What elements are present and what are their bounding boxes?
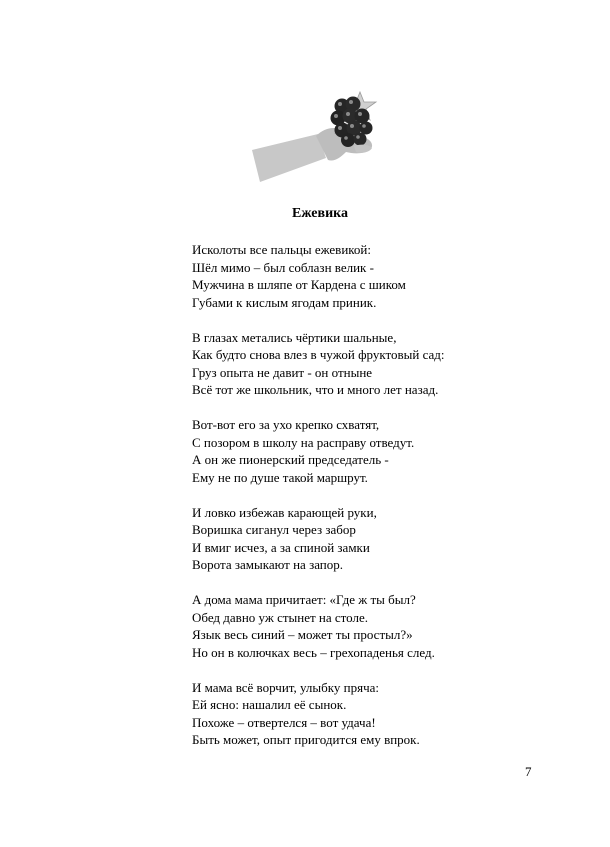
- poem-line: Мужчина в шляпе от Кардена с шиком: [192, 277, 406, 292]
- poem-line: С позором в школу на расправу отведут.: [192, 434, 415, 450]
- poem-line: Исколоты все пальцы ежевикой:: [192, 242, 372, 257]
- poem-line: И ловко избежав карающей руки,: [192, 504, 377, 520]
- stanza: [192, 416, 552, 486]
- poem-body: [192, 241, 552, 766]
- stanza: [192, 504, 552, 574]
- poem-line: Всё тот же школьник, что и много лет назад.: [192, 382, 439, 397]
- poem-line: Вот-вот его за ухо крепко схватят,: [192, 417, 380, 432]
- poem-line: Но он в колючках весь – грехопаденья след.: [192, 644, 435, 660]
- page-number: 7: [525, 764, 532, 779]
- poem-line: Губами к кислым ягодам приник.: [192, 294, 377, 310]
- poem-line: Груз опыта не давит - он отныне: [192, 364, 373, 380]
- stanza: [192, 241, 552, 311]
- stanza: [192, 329, 552, 399]
- blackberry-in-hand-icon: [250, 88, 390, 188]
- poem-line: Быть может, опыт пригодится ему впрок.: [192, 732, 420, 747]
- poem-line: И вмиг исчез, а за спиной замки: [192, 539, 370, 555]
- poem-line: А дома мама причитает: «Где ж ты был?: [192, 592, 416, 607]
- poem-line: И мама всё ворчит, улыбку пряча:: [192, 679, 379, 695]
- poem-line: Ей ясно: нашалил её сынок.: [192, 697, 347, 712]
- poem-line: Воришка сиганул через забор: [192, 522, 356, 537]
- poem-line: А он же пионерский председатель -: [192, 452, 389, 467]
- poem-line: Похоже – отвертелся – вот удача!: [192, 714, 376, 730]
- poem-line: Как будто снова влез в чужой фруктовый сад:: [192, 347, 445, 362]
- poem-line: Ему не по душе такой маршрут.: [192, 469, 368, 485]
- poem-line: Язык весь синий – может ты простыл?»: [192, 627, 413, 642]
- poem-line: В глазах метались чёртики шальные,: [192, 329, 397, 345]
- stanza: [192, 591, 552, 661]
- poem-line: Ворота замыкают на запор.: [192, 557, 344, 572]
- stanza: [192, 679, 552, 749]
- poem-line: Шёл мимо – был соблазн велик -: [192, 259, 374, 275]
- poem-line: Обед давно уж стынет на столе.: [192, 609, 369, 625]
- sleeve-shape: [252, 134, 326, 182]
- poem-title: Ежевика: [292, 206, 348, 221]
